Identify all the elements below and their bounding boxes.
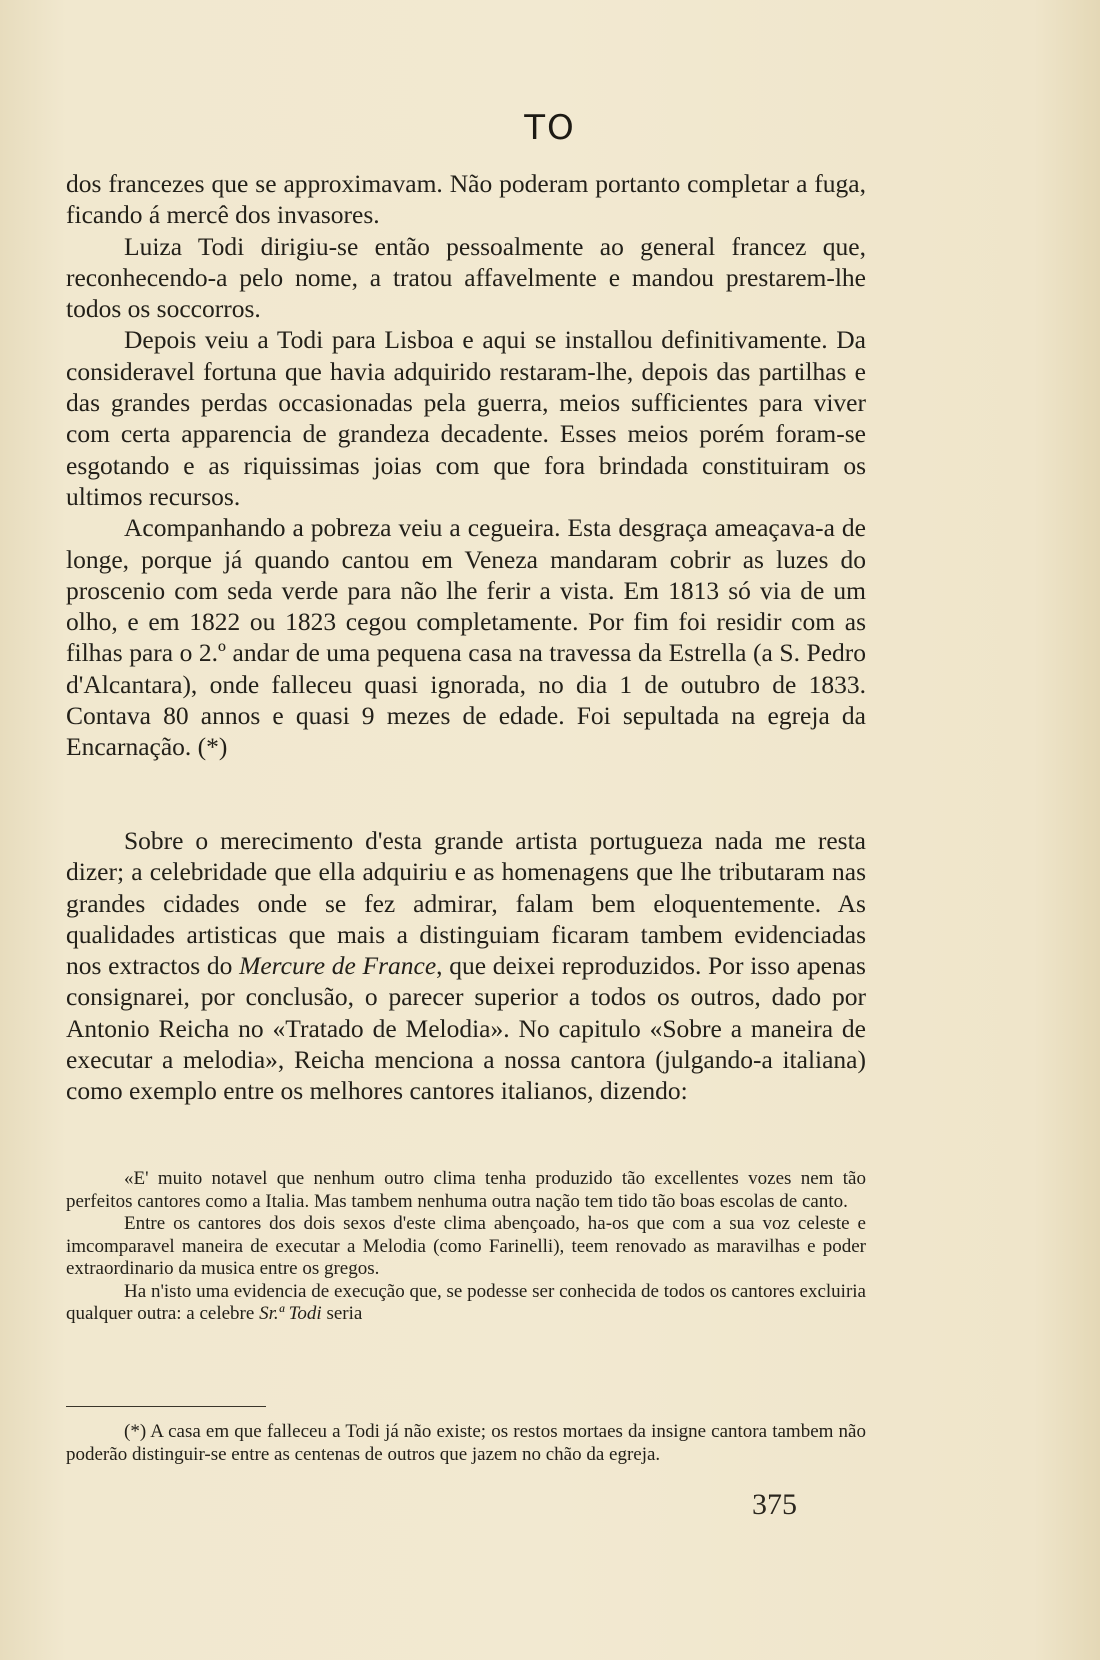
quote-text: Ha n'isto uma evidencia de execução que, se podesse ser conhecida de todos os cantores excluiria qualquer outra: a celebre	[66, 1280, 866, 1324]
paragraph-text: Sobre o merecimento d'esta grande artista portugueza nada me resta dizer; a celebridade que ella adquiriu e as homenagens que lhe tributaram nas grandes cidades onde se fez admirar, falam bem eloquentemente. As qualidades artisticas que mais a distinguiam ficaram tambem evidenciadas nos extractos do	[66, 826, 866, 981]
italic-title: Mercure de France	[239, 951, 437, 981]
quote-paragraph: «E' muito notavel que nenhum outro clima tenha produzido tão excellentes vozes nem tão perfeitos cantores como a Italia. Mas tambem nenhuma outra nação tem tido tão boas escolas de canto.	[66, 1168, 866, 1212]
quote-text: seria	[321, 1303, 363, 1324]
page-number: 375	[752, 1488, 797, 1521]
footnote-rule	[66, 1406, 266, 1407]
main-text-block	[66, 168, 866, 763]
paragraph: Acompanhando a pobreza veiu a cegueira. Esta desgraça ameaçava-a de longe, porque já quando cantou em Veneza mandaram cobrir as luzes do proscenio com seda verde para não lhe ferir a vista. Em 1813 só via de um olho, e em 1822 ou 1823 cegou completamente. Por fim foi residir com as filhas para o 2.º andar de uma pequena casa na travessa da Estrella (a S. Pedro d'Alcantara), onde falleceu quasi ignorada, no dia 1 de outubro de 1833. Contava 80 annos e quasi 9 mezes de edade. Foi sepultada na egreja da Encarnação. (*)	[66, 513, 866, 762]
paragraph-continued: dos francezes que se approximavam. Não poderam portanto completar a fuga, ficando á mercê dos invasores.	[66, 169, 866, 230]
paragraph: Depois veiu a Todi para Lisboa e aqui se installou definitivamente. Da consideravel fortuna que havia adquirido restaram-lhe, depois das partilhas e das grandes perdas occasionadas pela guerra, meios sufficientes para viver com certa apparencia de grandeza decadente. Esses meios porém foram-se esgotando e as riquissimas joias com que fora brindada constituiram os ultimos recursos.	[66, 325, 866, 511]
second-text-block	[66, 825, 866, 1107]
italic-text: Todi	[288, 1303, 322, 1324]
paragraph-text: , que deixei reproduzidos. Por isso apenas consignarei, por conclusão, o parecer superior a todos os outros, dado por Antonio Reicha no «Tratado de Melodia». No capitulo «Sobre a maneira de executar a melodia», Reicha menciona a nossa cantora (julgando-a italiana) como exemplo entre os melhores cantores italianos, dizendo:	[66, 951, 866, 1106]
running-head: TO	[524, 108, 576, 148]
paragraph: Luiza Todi dirigiu-se então pessoalmente ao general francez que, reconhecendo-a pelo nome, a tratou affavelmente e mandou prestarem-lhe todos os soccorros.	[66, 231, 866, 324]
footnote	[66, 1420, 866, 1466]
italic-text: Sr.ª	[259, 1303, 284, 1324]
quote-paragraph: Entre os cantores dos dois sexos d'este clima abençoado, ha-os que com a sua voz celeste e imcomparavel maneira de executar a Melodia (como Farinelli), teem renovado as maravilhas e poder extraordinario da musica entre os gregos.	[66, 1213, 866, 1279]
quote-paragraph	[66, 1281, 866, 1326]
paragraph-merecimento	[66, 825, 866, 1107]
footnote-text: (*) A casa em que falleceu a Todi já não existe; os restos mortaes da insigne cantora tambem não poderão distinguir-se entre as centenas de outros que jazem no chão da egreja.	[66, 1421, 866, 1465]
block-quote	[66, 1168, 866, 1326]
